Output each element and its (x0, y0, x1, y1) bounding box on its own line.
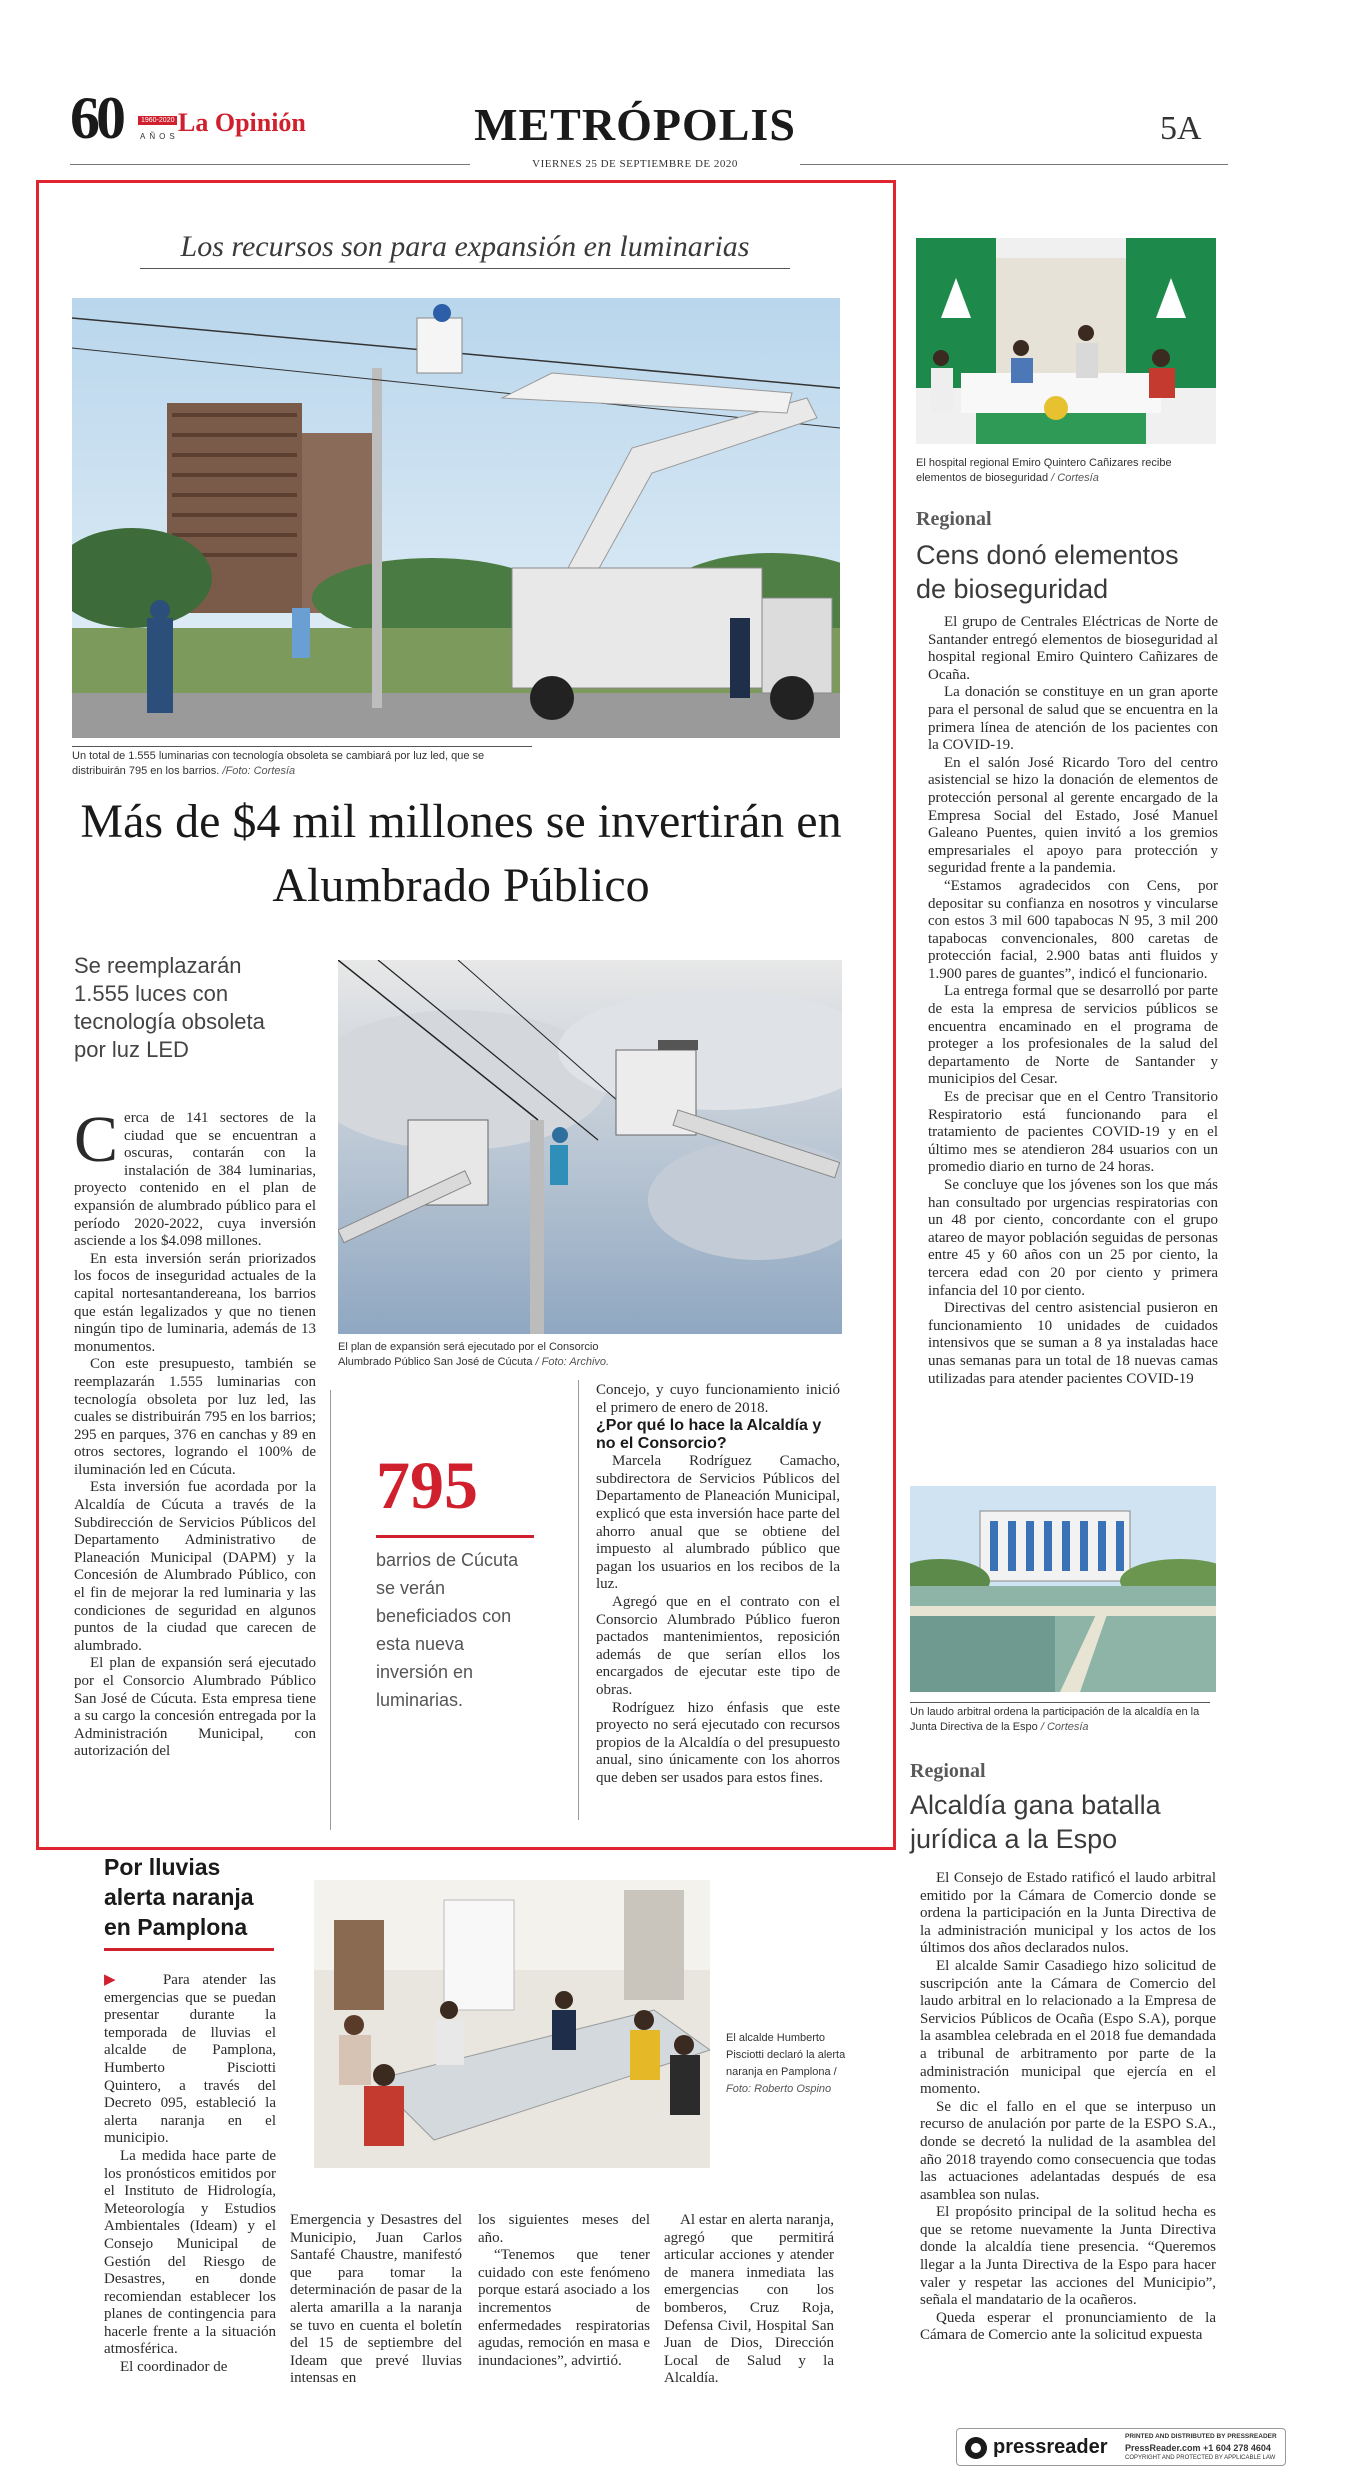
paragraph: La entrega formal que se desarrolló por parte de esta la empresa de servicios públicos se encuentra encaminado en el programa de proteger a los profesionales de la salud del departamento de Norte de Santander y municipios del Cesar. (928, 983, 1218, 1088)
bottom-story-headline (104, 1852, 274, 1951)
sidebar-story2-body (920, 1870, 1216, 2345)
paragraph: El Consejo de Estado ratificó el laudo arbitral emitido por la Cámara de Comercio donde se ordena la participación en la Junta Directiva de la administración municipal y los actos de los últimos dos años declarados nulos. (920, 1870, 1216, 1957)
stat-text: barrios de Cúcuta se verán beneficiados con esta nueva inversión en luminarias. (376, 1550, 519, 1710)
logo-badge: 1960-2020 (138, 116, 177, 125)
paragraph: Agregó que en el contrato con el Consorcio Alumbrado Público fueron pactados mantenimientos, reposición además de que serían ellos los encargados de ejecutar este tipo de obras. (596, 1593, 840, 1698)
logo-name: La Opinión (178, 108, 306, 137)
drop-cap: C (74, 1103, 119, 1176)
stat-rule (376, 1535, 534, 1538)
paragraph: “Tenemos que tener cuidado con este fenómeno porque estará asociado a los incrementos de enfermedades respiratorias agudas, remoción en masa e inundaciones”, advirtió. (478, 2247, 650, 2369)
lift-truck-photo (72, 298, 840, 738)
footer-line2: PressReader.com +1 604 278 4604 (1125, 2443, 1271, 2453)
paragraph: Al estar en alerta naranja, agregó que permitirá articular acciones y atender de manera inmediata las emergencias con los bomberos, Cruz Roja, Defensa Civil, Hospital San Juan de Dios, Dirección Local de Salud y la Alcaldía. (664, 2212, 834, 2387)
column-divider (330, 1390, 331, 1830)
paragraph: El alcalde Samir Casadiego hizo solicitud de suscripción ante la Cámara de Comercio del laudo arbitral en lo relacionado a la Empresa de Servicios Públicos de Ocaña (Espo S.A), porque la asamblea celebrada en el 2018 fue demandada a tribunal de arbitramento por parte de la administración municipal que ejercía en el momento. (920, 1957, 1216, 2098)
paragraph: Emergencia y Desastres del Municipio, Juan Carlos Santafé Chaustre, manifestó que para tomar la determinación de pasar de la alerta amarilla a la naranja se tuvo en cuenta el boletín del 15 de septiembre del Ideam que prevé lluvias intensas en (290, 2212, 462, 2387)
paragraph: Con este presupuesto, también se reemplazarán 1.555 luminarias con tecnología obsoleta por luz led, las cuales se distribuirán 795 en los barrios; 295 en parques, 376 en canchas y 89 en otros sectores, logrando el 100% de iluminación led en Cúcuta. (74, 1356, 316, 1478)
lineworker-photo (338, 960, 842, 1334)
bottom-column-4 (664, 2212, 834, 2388)
paragraph: El coordinador de (120, 2359, 228, 2376)
bottom-photo-caption-text: El alcalde Humberto Pisciotti declaró la alerta naranja en Pamplona / (726, 2032, 846, 2078)
paragraph: Se dic el fallo en el que se interpuso un recurso de anulación por parte de la ESPO S.A., donde se decretó la nulidad de la asamblea del año 2018 trayendo como consecuencia que todas las actuaciones adelantadas después de esa asamblea son nulas. (920, 2098, 1216, 2203)
deck: Se reemplazarán 1.555 luces con tecnología obsoleta por luz LED (74, 953, 265, 1062)
bottom-photo-caption (726, 2030, 852, 2098)
bottom-headline: Por lluvias alerta naranja en Pamplona (104, 1854, 254, 1940)
paragraph: Rodríguez hizo énfasis que este proyecto no será ejecutado con recursos propios de la Alcaldía o del presupuesto anual, sino únicamente con los ahorros que deben ser usados para estos fines. (596, 1699, 840, 1786)
headline: Más de $4 mil millones se invertirán en Alumbrado Público (80, 795, 842, 912)
water-plant-photo (910, 1486, 1216, 1692)
pressreader-logo-icon-inner (971, 2443, 981, 2453)
paragraph: Marcela Rodríguez Camacho, subdirectora de Servicios Públicos del Departamento de Planeación Municipal, explicó que esta inversión hace parte del ahorro anual que se obtiene del impuesto al alumbrado público que pagan los usuarios en los recibos de la luz. (596, 1453, 840, 1593)
photo1-credit: /Foto: Cortesía (222, 765, 296, 777)
footer-line1: PRINTED AND DISTRIBUTED BY PRESSREADER (1125, 2433, 1277, 2440)
stat-number: 795 (376, 1447, 478, 1523)
article-column-3 (596, 1382, 840, 1787)
section-label: Regional (910, 1760, 986, 1782)
pressreader-brand: pressreader (993, 2436, 1108, 2458)
paragraph: En el salón José Ricardo Toro del centro asistencial se hizo la donación de elementos de protección personal al gerente encargado de la Empresa Social del Estado, José Manuel Galeano Puentes, quien invitó a los gremios empresariales el apoyo para protección y seguridad frente a la pandemia. (928, 754, 1218, 877)
kicker: Los recursos son para expansión en luminarias (140, 230, 790, 269)
bottom-column-1 (104, 1972, 276, 2377)
issue-date: VIERNES 25 DE SEPTIEMBRE DE 2020 (470, 158, 800, 170)
sidebar-story1-body (928, 614, 1218, 1388)
sidebar-photo2-caption-text: Un laudo arbitral ordena la participación de la alcaldía en la Junta Directiva de la Espo (910, 1706, 1200, 1733)
pressreader-footer[interactable] (956, 2428, 1286, 2466)
paragraph: El grupo de Centrales Eléctricas de Norte de Santander entregó elementos de bioseguridad al hospital regional Emiro Quintero Cañizares de Ocaña. (928, 614, 1218, 683)
paragraph: Directivas del centro asistencial pusieron en funcionamiento 10 unidades de cuidados intensivos que se suman a 8 ya instaladas hace unas semanas para un total de 18 nuevas camas utilizadas para atender pacientes COVID-19 (928, 1300, 1218, 1387)
sidebar-photo1-caption (916, 456, 1216, 486)
paragraph: los siguientes meses del año. (478, 2212, 650, 2246)
photo1-caption-text: Un total de 1.555 luminarias con tecnología obsoleta se cambiará por luz led, que se distribuirán 795 en los barrios. (72, 750, 485, 777)
masthead (0, 0, 1352, 180)
paragraph: El propósito principal de la solitud hecha es que se retome nuevamente la Junta Directiva donde la alcaldía tiene presencia. “Queremos llegar a la Junta Directiva de la Espo para hacer valer y respetar las acciones del Municipio”, señala el mandatario de la ocañeros. (920, 2204, 1216, 2309)
paragraph: En esta inversión serán priorizados los focos de inseguridad actuales de la capital nortesantandereana, los barrios que están legalizados y que no tienen ningún tipo de luminaria, además de 13 monumentos. (74, 1250, 316, 1355)
bottom-column-2 (290, 2212, 462, 2388)
lead-text: erca de 141 sectores de la ciudad que se encuentran a oscuras, contarán con la instalación de 384 luminarias, proyecto contenido en el plan de expansión de alumbrado público para el período 2020-2022, cuya inversión asciende a los $4.098 millones. (74, 1110, 316, 1250)
sidebar-story2-title: Alcaldía gana batalla jurídica a la Espo (910, 1790, 1161, 1854)
logo (70, 85, 310, 156)
paragraph: Es de precisar que en el Centro Transitorio Respiratorio está funcionando para el tratamiento de pacientes COVID-19 y en el último mes se atendieron 284 usuarios con un promedio diario en turno de 24 horas. (928, 1089, 1218, 1176)
column-divider (578, 1380, 579, 1820)
section-title: METRÓPOLIS (474, 99, 796, 150)
paragraph: La medida hace parte de los pronósticos emitidos por el Instituto de Hidrología, Meteorología y Estudios Ambientales (Ideam) y el Consejo Municipal de Gestión del Riesgo de Desastres, en donde recomiendan establecer los planes de contingencia para hacerle frente a la situación atmosférica. (104, 2147, 276, 2358)
photo2-caption-text: El plan de expansión será ejecutado por el Consorcio Alumbrado Público San José de Cúcuta (338, 1341, 599, 1368)
footer-line3: COPYRIGHT AND PROTECTED BY APPLICABLE LAW (1125, 2455, 1276, 2461)
paragraph: Se concluye que los jóvenes son los que más han consultado por urgencias respiratorias con un 48 por ciento, concordante con el grupo atareo de mayor población seguidas de personas entre 45 y 60 años con un 25 por ciento, la tercera edad con 20 por ciento y primera infancia del 10 por ciento. (928, 1177, 1218, 1299)
sidebar-photo1-caption-text: El hospital regional Emiro Quintero Cañizares recibe elementos de bioseguridad (916, 457, 1172, 484)
sidebar-story1-title: Cens donó elementos de bioseguridad (916, 540, 1179, 604)
logo-number: 60 (70, 85, 122, 151)
paragraph: Esta inversión fue acordada por la Alcaldía de Cúcuta a través de la Subdirección de Servicios Públicos del Departamento Administrativo de Planeación Municipal (DAPM) y la Concesión de Alumbrado Público, con el fin de mejorar la red luminaria y las condiciones de seguridad en algunos puntos de la ciudad que carecen de alumbrado. (74, 1479, 316, 1654)
bottom-lead-text: Para atender las emergencias que se puedan presentar durante la temporada de lluvias el alcalde de Pamplona, Humberto Pisciotti Quintero, a través del Decreto 095, estableció la alerta naranja en el municipio. (104, 1972, 276, 2147)
photo2-credit: / Foto: Archivo. (535, 1356, 610, 1368)
triangle-bullet-icon: ▶ (104, 1972, 163, 1988)
lead-paragraph (74, 1103, 316, 1251)
paragraph: La donación se constituye en un gran aporte para el personal de salud que se encuentra en la primera línea de atención de los pacientes con la COVID-19. (928, 684, 1218, 754)
paragraph: Concejo, y cuyo funcionamiento inició el primero de enero de 2018. (596, 1382, 840, 1416)
photo1-caption (72, 746, 532, 779)
section-label: Regional (916, 508, 992, 530)
meeting-photo (314, 1880, 710, 2168)
paragraph: “Estamos agradecidos con Cens, por depositar su confianza en nosotros y vincularse con estos 3 mil 600 tapabocas N 95, 3 mil 200 tapabocas convencionales, 800 caretas de protección facial, 2.900 batas anti fluidos y 1.900 pares de guantes”, indicó el funcionario. (928, 877, 1218, 982)
subhead: ¿Por qué lo hace la Alcaldía y no el Consorcio? (596, 1417, 822, 1453)
logo-years: AÑOS (140, 132, 179, 141)
article-column-1 (74, 1103, 316, 1761)
paragraph: Queda esperar el pronunciamiento de la Cámara de Comercio ante la solicitud expuesta (920, 2309, 1216, 2344)
bottom-photo-credit: Foto: Roberto Ospino (726, 2083, 832, 2095)
photo2-caption (338, 1340, 648, 1370)
hospital-donation-photo (916, 238, 1216, 444)
sidebar-photo1-credit: / Cortesía (1051, 472, 1099, 484)
page-number: 5A (1160, 110, 1202, 147)
bottom-column-3 (478, 2212, 650, 2370)
sidebar-photo2-caption (910, 1702, 1210, 1735)
paragraph: El plan de expansión será ejecutado por el Consorcio Alumbrado Público San José de Cúcuta. Esta empresa tiene a su cargo la concesión entregada por la Administración Municipal, con autorización del (74, 1655, 316, 1760)
sidebar-photo2-credit: / Cortesía (1040, 1721, 1089, 1733)
paragraph (104, 1972, 276, 2148)
